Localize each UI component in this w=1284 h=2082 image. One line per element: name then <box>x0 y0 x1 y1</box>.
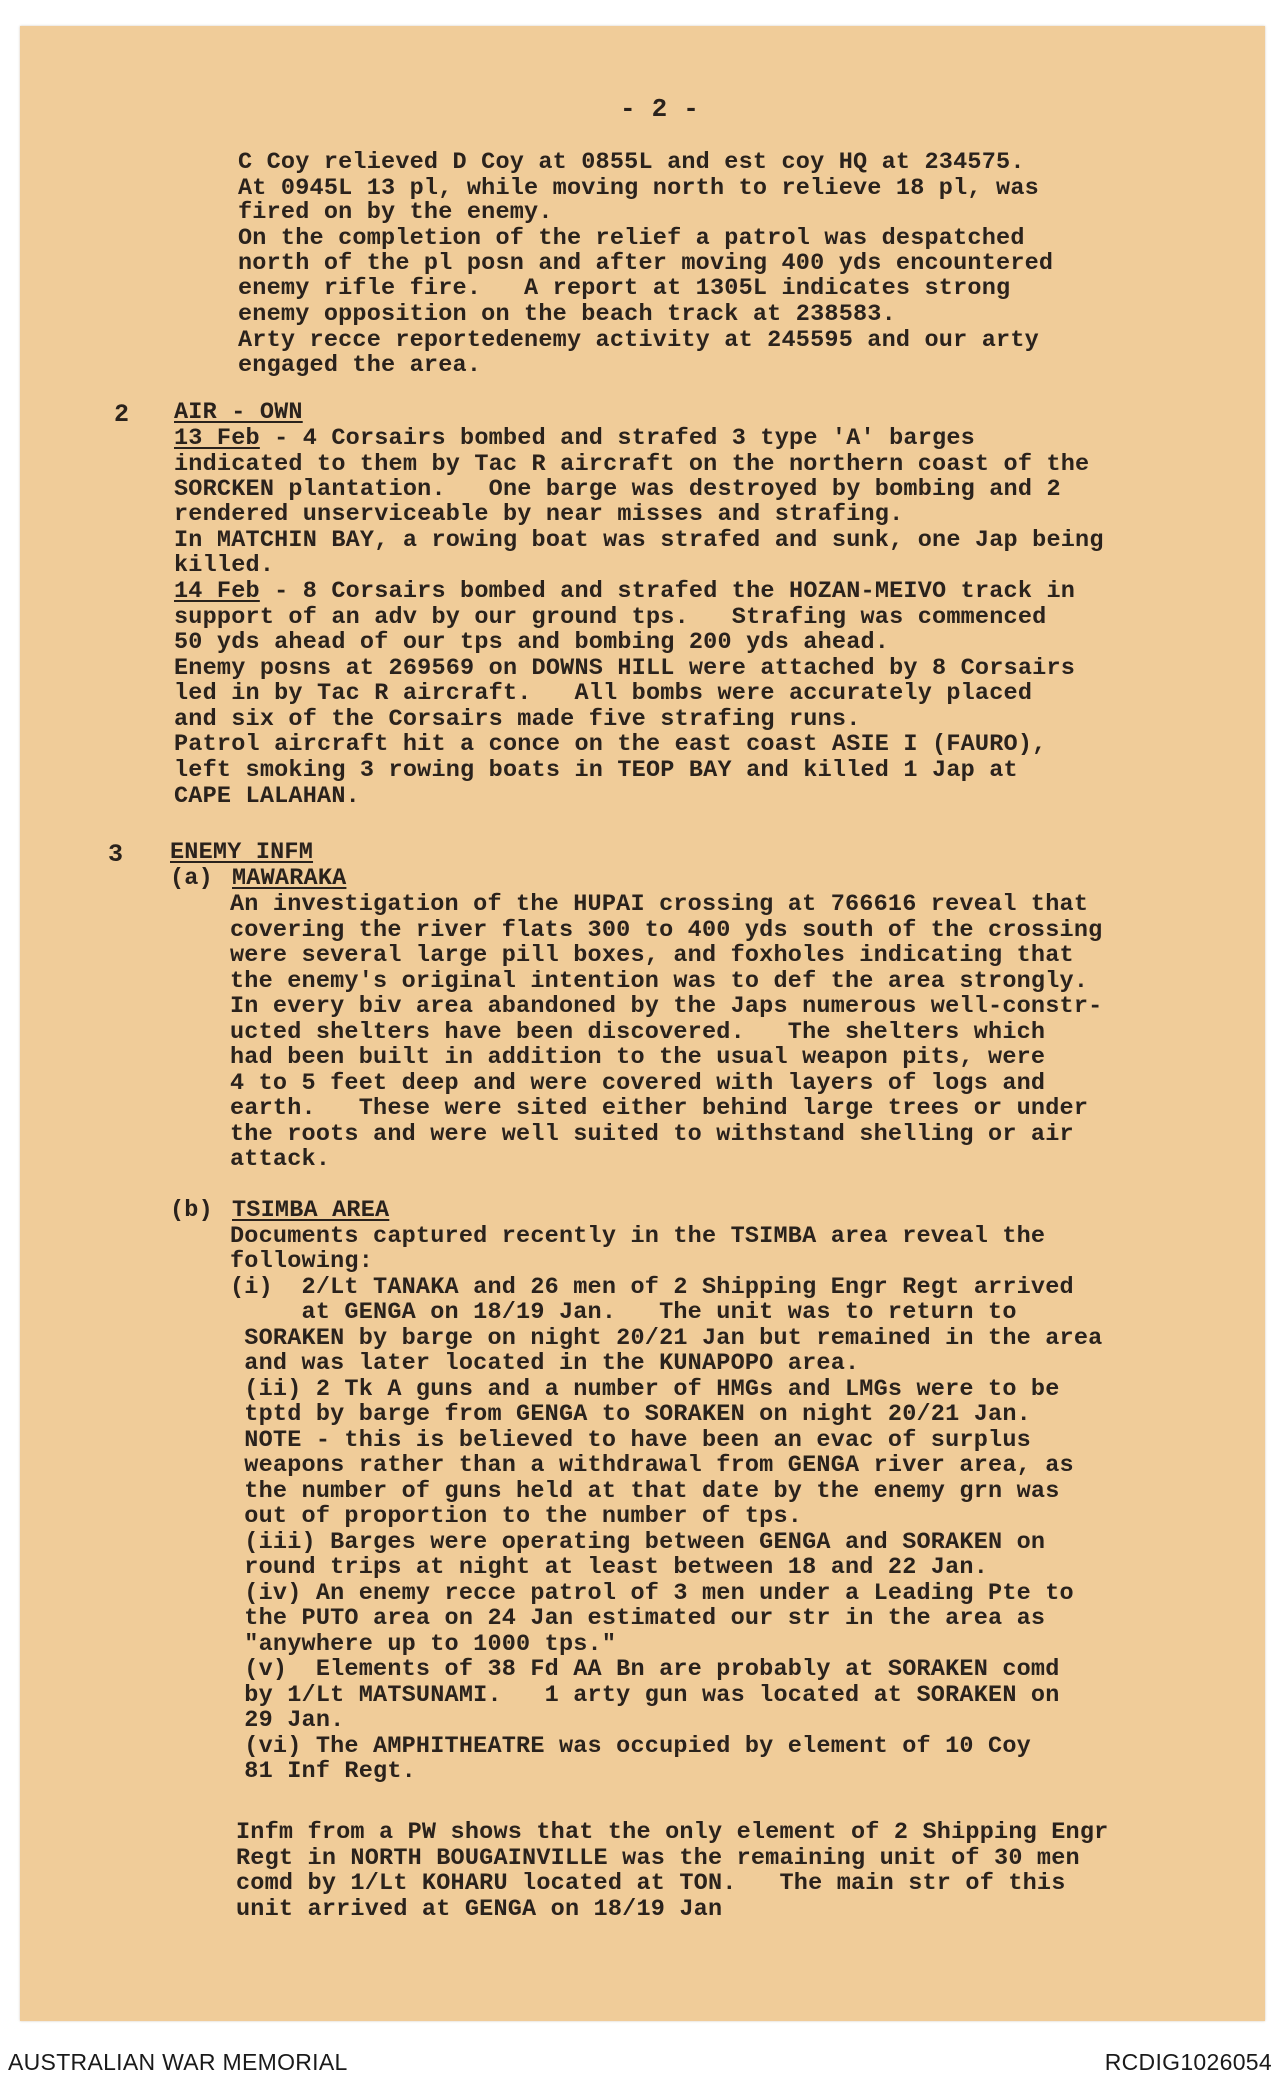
text-line: 29 Jan. <box>230 1707 345 1734</box>
text-line: (v) Elements of 38 Fd AA Bn are probably at SORAKEN comd <box>230 1656 1060 1683</box>
text-line: ucted shelters have been discovered. The shelters which <box>230 1019 1046 1046</box>
section-number: 3 <box>108 840 124 869</box>
text-line: "anywhere up to 1000 tps." <box>230 1631 617 1658</box>
text-line: fired on by the enemy. <box>238 199 553 226</box>
text-line: An investigation of the HUPAI crossing at 766616 reveal that <box>230 891 1089 918</box>
text-line: out of proportion to the number of tps. <box>230 1503 803 1530</box>
text-line: killed. <box>174 552 275 579</box>
text-line: attack. <box>230 1146 331 1173</box>
text-line: the roots and were well suited to withstand shelling or air <box>230 1121 1074 1148</box>
footer-right: RCDIG1026054 <box>1104 2049 1272 2075</box>
text-line: covering the river flats 300 to 400 yds south of the crossing <box>230 917 1103 944</box>
text-line <box>174 579 1075 605</box>
text-line: and six of the Corsairs made five strafing runs. <box>174 706 861 733</box>
text-span: - 8 Corsairs bombed and strafed the HOZAN-MEIVO track in <box>259 578 1076 605</box>
text-line: north of the pl posn and after moving 400 yds encountered <box>238 250 1054 277</box>
text-line: earth. These were sited either behind large trees or under <box>230 1095 1089 1122</box>
text-line: at GENGA on 18/19 Jan. The unit was to return to <box>230 1299 1017 1326</box>
text-line: NOTE - this is believed to have been an evac of surplus <box>230 1427 1031 1454</box>
text-line: were several large pill boxes, and foxholes indicating that <box>230 942 1074 969</box>
text-line: (iv) An enemy recce patrol of 3 men under a Leading Pte to <box>230 1580 1074 1607</box>
text-line: Infm from a PW shows that the only element of 2 Shipping Engr <box>236 1819 1109 1846</box>
subsection-label: (b) <box>170 1197 213 1224</box>
text-line: In MATCHIN BAY, a rowing boat was strafed and sunk, one Jap being <box>174 527 1104 554</box>
text-line: Arty recce reportedenemy activity at 245595 and our arty <box>238 327 1039 354</box>
text-line: rendered unserviceable by near misses and strafing. <box>174 501 904 528</box>
text-line: Patrol aircraft hit a conce on the east coast ASIE I (FAURO), <box>174 731 1047 758</box>
text-line: indicated to them by Tac R aircraft on the northern coast of the <box>174 451 1090 478</box>
text-line: Regt in NORTH BOUGAINVILLE was the remaining unit of 30 men <box>236 1845 1080 1872</box>
text-line: C Coy relieved D Coy at 0855L and est coy HQ at 234575. <box>238 149 1025 176</box>
section-number: 2 <box>114 400 130 429</box>
text-line: the number of guns held at that date by the enemy grn was <box>230 1478 1060 1505</box>
text-line: enemy opposition on the beach track at 238583. <box>238 301 896 328</box>
text-line: 81 Inf Regt. <box>230 1758 416 1785</box>
section-heading: AIR - OWN <box>174 399 303 426</box>
text-line: the enemy's original intention was to def the area strongly. <box>230 968 1089 995</box>
text-line: the PUTO area on 24 Jan estimated our str in the area as <box>230 1605 1046 1632</box>
text-line: support of an adv by our ground tps. Strafing was commenced <box>174 604 1047 631</box>
text-line: comd by 1/Lt KOHARU located at TON. The main str of this <box>236 1870 1066 1897</box>
text-line: following: <box>230 1248 374 1275</box>
date-label: 14 Feb <box>174 578 260 605</box>
text-span: - 4 Corsairs bombed and strafed 3 type 'A' barges <box>259 425 975 452</box>
text-line: 50 yds ahead of our tps and bombing 200 yds ahead. <box>174 629 890 656</box>
section-heading: ENEMY INFM <box>170 839 314 866</box>
text-line: 4 to 5 feet deep and were covered with layers of logs and <box>230 1070 1046 1097</box>
footer-left: AUSTRALIAN WAR MEMORIAL <box>8 2049 348 2075</box>
text-line: and was later located in the KUNAPOPO area. <box>230 1350 860 1377</box>
subsection-heading: TSIMBA AREA <box>232 1197 390 1224</box>
text-line: had been built in addition to the usual weapon pits, were <box>230 1044 1046 1071</box>
text-line: left smoking 3 rowing boats in TEOP BAY and killed 1 Jap at <box>174 757 1018 784</box>
text-line: (i) 2/Lt TANAKA and 26 men of 2 Shipping Engr Regt arrived <box>230 1274 1074 1301</box>
text-line: weapons rather than a withdrawal from GENGA river area, as <box>230 1452 1074 1479</box>
text-line: (iii) Barges were operating between GENGA and SORAKEN on <box>230 1529 1046 1556</box>
document-page <box>20 26 1265 2021</box>
page-number: - 2 - <box>620 94 700 124</box>
text-line: Enemy posns at 269569 on DOWNS HILL were attached by 8 Corsairs <box>174 655 1076 682</box>
text-line <box>174 426 975 452</box>
text-line: unit arrived at GENGA on 18/19 Jan <box>236 1896 723 1923</box>
text-line: led in by Tac R aircraft. All bombs were accurately placed <box>174 680 1033 707</box>
text-line: In every biv area abandoned by the Japs numerous well-constr- <box>230 993 1103 1020</box>
text-line: by 1/Lt MATSUNAMI. 1 arty gun was located at SORAKEN on <box>230 1682 1060 1709</box>
text-line: engaged the area. <box>238 352 482 379</box>
text-line: enemy rifle fire. A report at 1305L indicates strong <box>238 275 1011 302</box>
text-line: On the completion of the relief a patrol was despatched <box>238 225 1025 252</box>
text-line: round trips at night at least between 18 and 22 Jan. <box>230 1554 989 1581</box>
text-line: SORAKEN by barge on night 20/21 Jan but remained in the area <box>230 1325 1103 1352</box>
text-line: At 0945L 13 pl, while moving north to relieve 18 pl, was <box>238 175 1039 202</box>
subsection-heading: MAWARAKA <box>232 865 347 892</box>
subsection-label: (a) <box>170 865 213 892</box>
text-line: SORCKEN plantation. One barge was destroyed by bombing and 2 <box>174 476 1061 503</box>
text-line: (vi) The AMPHITHEATRE was occupied by element of 10 Coy <box>230 1733 1031 1760</box>
text-line: tptd by barge from GENGA to SORAKEN on night 20/21 Jan. <box>230 1401 1031 1428</box>
text-line: (ii) 2 Tk A guns and a number of HMGs and LMGs were to be <box>230 1376 1060 1403</box>
text-line: Documents captured recently in the TSIMBA area reveal the <box>230 1223 1046 1250</box>
date-label: 13 Feb <box>174 425 260 452</box>
text-line: CAPE LALAHAN. <box>174 783 360 810</box>
